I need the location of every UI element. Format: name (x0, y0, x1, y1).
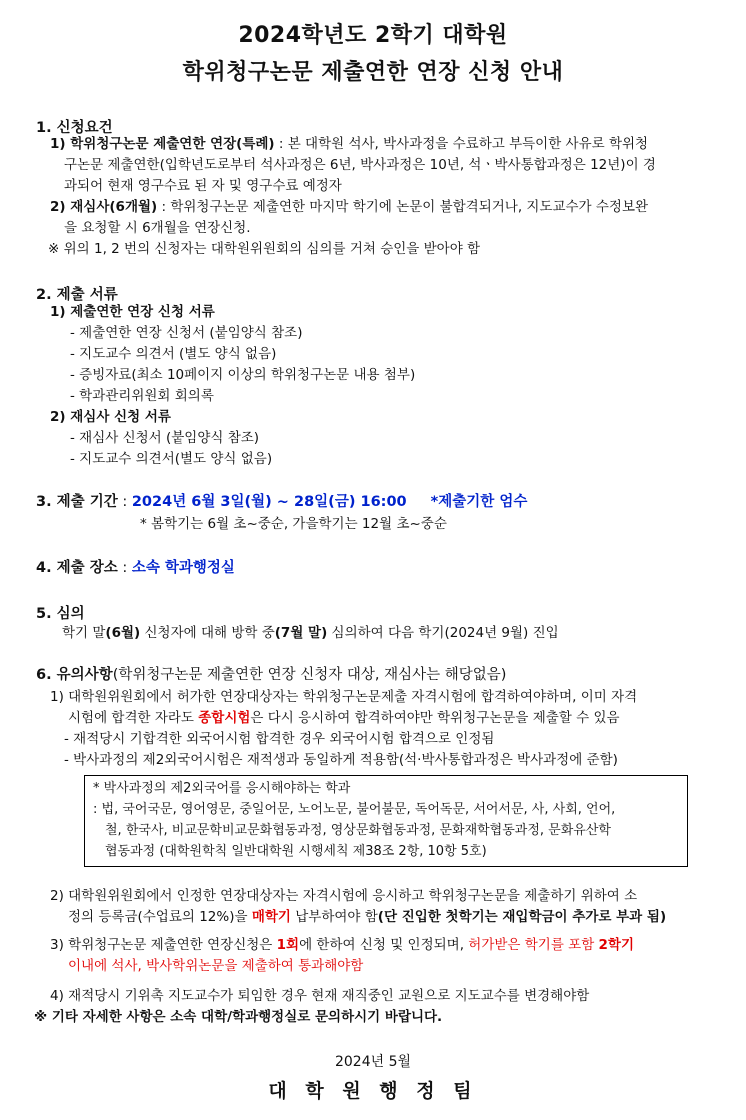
box-line4: 협동과정 (대학원학칙 일반대학원 시행세칙 제38조 2항, 10항 5호) (105, 844, 487, 859)
s6-p1-dash2: - 박사과정의 제2외국어시험은 재적생과 동일하게 적용함(석·박사통합과정은 박사과정에 준함) (64, 752, 618, 768)
s2-sub1-item: - 제출연한 연장 신청서 (붙임양식 참조) (70, 325, 303, 341)
box-line3: 철, 한국사, 비교문학비교문화협동과정, 영상문화협동과정, 문화재학협동과정, 문화유산학 (105, 823, 611, 838)
s5-t4: (7월 말) (274, 625, 328, 641)
section-3-heading: 3. 제출 기간 (36, 494, 118, 510)
s5-t5: 심의하여 다음 학기(2024년 9월) 진입 (327, 625, 559, 641)
s6-heading-note: (학위청구논문 제출연한 연장 신청자 대상, 재심사는 해당없음) (112, 667, 507, 683)
s6-p3-once: 1회 (276, 937, 300, 953)
s5-t2: (6월) (105, 625, 141, 641)
s6-p2-line2 (68, 907, 666, 927)
s6-p1-line2a: 시험에 합격한 자라도 (68, 710, 199, 726)
s3-strict: *제출기한 엄수 (430, 494, 528, 510)
s6-p2-line1: 2) 대학원위원회에서 인정한 연장대상자는 자격시험에 응시하고 학위청구논문을 제출하기 위하여 소 (50, 888, 638, 904)
section-1-heading: 1. 신청요건 (36, 120, 113, 136)
section-2-heading: 2. 제출 서류 (36, 287, 118, 303)
s6-p3-semesters: 2학기 (598, 937, 635, 953)
s6-p3-line1a: 3) 학위청구논문 제출연한 연장신청은 (50, 937, 277, 953)
s6-p1-emphasis: 종합시험 (198, 710, 251, 726)
footer-team: 대 학 원 행 정 팀 (268, 1080, 478, 1102)
s2-sub2-item: - 지도교수 의견서(별도 양식 없음) (70, 451, 273, 467)
s1-item2 (50, 197, 648, 217)
s6-p3-line1d: 허가받은 학기를 포함 (468, 937, 599, 953)
s2-sub1-item: - 학과관리위원회 회의록 (70, 388, 214, 404)
section-6 (36, 665, 506, 685)
s6-p3-line2: 이내에 석사, 박사학위논문을 제출하여 통과해야함 (68, 958, 364, 974)
s2-sub2: 2) 재심사 신청 서류 (50, 409, 171, 425)
s6-p1-dash1: - 재적당시 기합격한 외국어시험 합격한 경우 외국어시험 합격으로 인정됨 (64, 731, 495, 747)
s6-p1-line2c: 은 다시 응시하여 합격하여야만 학위청구논문을 제출할 수 있음 (250, 710, 620, 726)
section-3 (36, 492, 527, 512)
s3-period: 2024년 6월 3일(월) ~ 28일(금) 16:00 (131, 494, 407, 510)
s6-p2-line2c: 납부하여야 함 (290, 909, 378, 925)
section-5-heading: 5. 심의 (36, 606, 85, 622)
s6-p3-line1c: 에 한하여 신청 및 인정되며, (299, 937, 469, 953)
s1-item2-text: : 학위청구논문 제출연한 마지막 학기에 논문이 불합격되거나, 지도교수가 수정보완 (157, 199, 649, 215)
language-dept-box (84, 775, 688, 867)
s5-t3: 신청자에 대해 방학 중 (140, 625, 275, 641)
s2-sub2-item: - 재심사 신청서 (붙임양식 참조) (70, 430, 260, 446)
s1-item1 (50, 134, 648, 154)
s5-text (62, 623, 559, 643)
section-6-heading: 6. 유의사항 (36, 667, 113, 683)
closing-note: ※ 기타 자세한 사항은 소속 대학/학과행정실로 문의하시기 바랍니다. (34, 1009, 443, 1025)
s3-note: * 봄학기는 6월 초~중순, 가을학기는 12월 초~중순 (140, 516, 447, 532)
footer-date: 2024년 5월 (334, 1054, 412, 1070)
s6-p2-line2a: 정의 등록금(수업료의 12%)을 (68, 909, 252, 925)
box-line1: * 박사과정의 제2외국어를 응시해야하는 학과 (93, 781, 351, 796)
s6-p2-emphasis: 매학기 (251, 909, 291, 925)
s6-p1-line2 (68, 708, 620, 728)
s5-t1: 학기 말 (62, 625, 106, 641)
section-4-heading: 4. 제출 장소 (36, 560, 118, 576)
s2-sub1: 1) 제출연한 연장 신청 서류 (50, 304, 215, 320)
s1-item1-text: : 본 대학원 석사, 박사과정을 수료하고 부득이한 사유로 학위청 (274, 136, 649, 152)
s6-p2-line2d: (단 진입한 첫학기는 재입학금이 추가로 부과 됨) (377, 909, 667, 925)
page-title-line2: 학위청구논문 제출연한 연장 신청 안내 (182, 60, 564, 85)
s1-item2-label: 2) 재심사(6개월) (50, 199, 158, 215)
s1-item1-cont2: 과되어 현재 영구수료 된 자 및 영구수료 예정자 (64, 178, 342, 194)
s1-item2-cont: 을 요청할 시 6개월을 연장신청. (64, 220, 251, 236)
s3-colon: : (117, 494, 132, 510)
section-4 (36, 558, 235, 578)
s2-sub1-item: - 증빙자료(최소 10페이지 이상의 학위청구논문 내용 첨부) (70, 367, 416, 383)
s4-place: 소속 학과행정실 (131, 560, 235, 576)
s6-p3-line1 (50, 935, 634, 955)
s1-item1-cont1: 구논문 제출연한(입학년도로부터 석사과정은 6년, 박사과정은 10년, 석ㆍ박사통합과정은 12년)이 경 (64, 157, 656, 173)
page-title-line1: 2024학년도 2학기 대학원 (238, 23, 508, 48)
s4-colon: : (117, 560, 132, 576)
box-line2: : 법, 국어국문, 영어영문, 중일어문, 노어노문, 불어불문, 독어독문, 서어서문, 사, 사회, 언어, (93, 802, 616, 817)
s2-sub1-item: - 지도교수 의견서 (별도 양식 없음) (70, 346, 277, 362)
s6-p4: 4) 재적당시 기위촉 지도교수가 퇴임한 경우 현재 재직중인 교원으로 지도교수를 변경해야함 (50, 988, 590, 1004)
s1-item1-label: 1) 학위청구논문 제출연한 연장(특례) (50, 136, 275, 152)
s6-p1-line1: 1) 대학원위원회에서 허가한 연장대상자는 학위청구논문제출 자격시험에 합격하여야하며, 이미 자격 (50, 689, 638, 705)
s1-note: ※ 위의 1, 2 번의 신청자는 대학원위원회의 심의를 거쳐 승인을 받아야 함 (48, 241, 481, 257)
